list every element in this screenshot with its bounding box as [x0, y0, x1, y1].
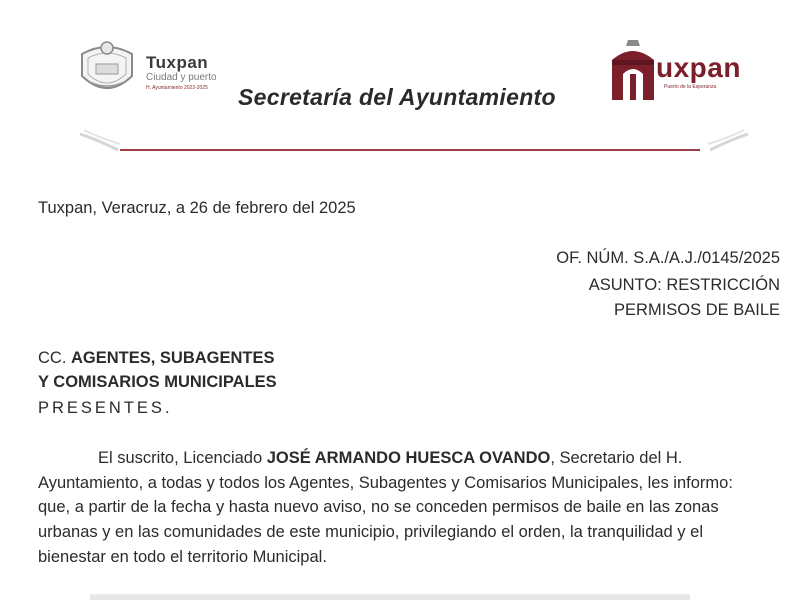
addressee-line-2: Y COMISARIOS MUNICIPALES	[38, 373, 277, 391]
header-divider	[120, 149, 700, 151]
left-brand-subtitle: Ciudad y puerto	[146, 72, 217, 83]
subject-line-1: ASUNTO: RESTRICCIÓN	[588, 276, 780, 294]
right-brand-name: uxpan	[656, 52, 741, 83]
body-name: JOSÉ ARMANDO HUESCA OVANDO	[266, 449, 551, 467]
tuxpan-tower-logo-icon	[608, 38, 658, 106]
addressee-presentes: PRESENTES.	[38, 399, 173, 417]
addressee-line-1	[38, 348, 275, 368]
date-line: Tuxpan, Veracruz, a 26 de febrero del 2025	[38, 199, 356, 217]
reference-number: OF. NÚM. S.A./A.J./0145/2025	[556, 249, 780, 267]
ornament-flourish-icon	[78, 126, 124, 156]
ornament-flourish-icon	[704, 126, 750, 156]
body-line-3: que, a partir de la fecha y hasta nuevo aviso, no se conceden permisos de baile en las zonas	[38, 498, 719, 517]
body-intro: El suscrito, Licenciado	[98, 449, 267, 467]
next-line-fragment	[90, 594, 690, 600]
body-line-4: urbanas y en las comunidades de este municipio, privilegiando el orden, la tranquilidad y el	[38, 523, 703, 542]
body-line-1	[38, 446, 784, 471]
left-brand-name: Tuxpan	[146, 53, 209, 72]
addressee-bold-1: AGENTES, SUBAGENTES	[71, 349, 275, 367]
body-line-2: Ayuntamiento, a todas y todos los Agentes, Subagentes y Comisarios Municipales, les informo:	[38, 473, 733, 492]
department-title: Secretaría del Ayuntamiento	[238, 84, 556, 110]
body-rest-1: , Secretario del H.	[550, 449, 683, 467]
body-line-5: bienestar en todo el territorio Municipal.	[38, 547, 327, 566]
letter-body	[38, 446, 784, 570]
left-brand	[146, 54, 217, 92]
addressee-prefix: CC.	[38, 349, 71, 367]
right-brand-tagline: Puerto de la Esperanza	[664, 84, 717, 90]
subject-line-2: PERMISOS DE BAILE	[614, 301, 780, 319]
left-brand-tiny: H. Ayuntamiento 2022-2025	[146, 85, 208, 91]
municipal-seal-icon	[74, 36, 140, 102]
